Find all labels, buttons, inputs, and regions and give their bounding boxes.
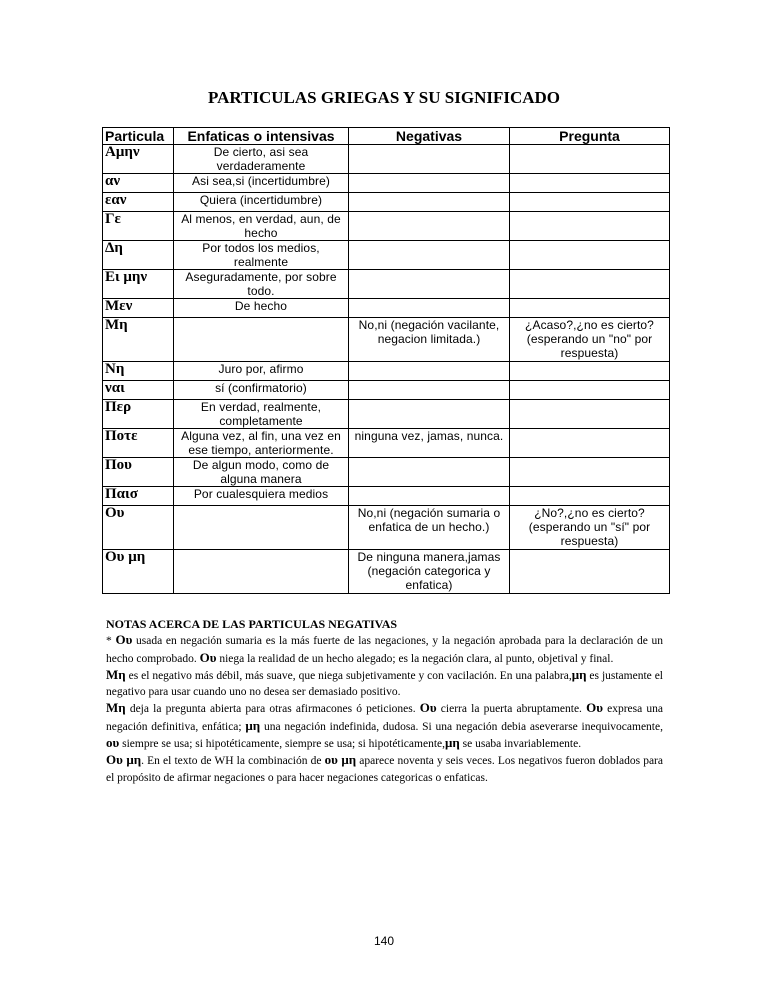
particle-cell: Γε xyxy=(103,212,174,241)
table-row xyxy=(103,212,670,241)
note-paragraph-me xyxy=(106,667,663,701)
pregunta-cell xyxy=(510,299,670,318)
pregunta-cell: ¿No?,¿no es cierto? (esperando un "sí" por respuesta) xyxy=(510,506,670,550)
negativa-cell xyxy=(349,212,510,241)
greek-term: μη xyxy=(445,735,460,751)
particle-cell: Δη xyxy=(103,241,174,270)
enfatica-cell: Por cualesquiera medios xyxy=(174,487,349,506)
negativa-cell xyxy=(349,487,510,506)
particle-cell: Ει μην xyxy=(103,270,174,299)
notes-title: NOTAS ACERCA DE LAS PARTICULAS NEGATIVAS xyxy=(106,617,398,631)
pregunta-cell xyxy=(510,362,670,381)
particle-cell: ναι xyxy=(103,381,174,400)
particle-cell: Ου μη xyxy=(103,550,174,594)
table-row xyxy=(103,193,670,212)
table-row xyxy=(103,174,670,193)
particle-cell: Ποτε xyxy=(103,429,174,458)
table-row xyxy=(103,550,670,594)
enfatica-cell: Juro por, afirmo xyxy=(174,362,349,381)
enfatica-cell: Asi sea,si (incertidumbre) xyxy=(174,174,349,193)
table-row xyxy=(103,458,670,487)
negativa-cell xyxy=(349,193,510,212)
negativa-cell xyxy=(349,400,510,429)
header-particula: Particula xyxy=(103,128,174,145)
pregunta-cell xyxy=(510,212,670,241)
negativa-cell: ninguna vez, jamas, nunca. xyxy=(349,429,510,458)
note-text: se usaba invariablemente. xyxy=(459,738,582,751)
header-pregunta: Pregunta xyxy=(510,128,670,145)
pregunta-cell xyxy=(510,458,670,487)
particle-cell: Μη xyxy=(103,318,174,362)
enfatica-cell: De hecho xyxy=(174,299,349,318)
greek-term: Ου xyxy=(419,700,437,716)
enfatica-cell xyxy=(174,550,349,594)
negativa-cell xyxy=(349,174,510,193)
enfatica-cell: Alguna vez, al fin, una vez en ese tiempo, anteriormente. xyxy=(174,429,349,458)
table-row xyxy=(103,506,670,550)
note-text: cierra la puerta abruptamente. xyxy=(436,703,587,716)
note-text: usada en negación sumaria es la más fuerte de las negaciones, y la negación aprobada para la declaración de un hecho comprobado. xyxy=(106,635,664,665)
enfatica-cell: En verdad, realmente, completamente xyxy=(174,400,349,429)
pregunta-cell xyxy=(510,429,670,458)
pregunta-cell xyxy=(510,550,670,594)
table-row xyxy=(103,270,670,299)
negativa-cell xyxy=(349,270,510,299)
header-negativas: Negativas xyxy=(349,128,510,145)
negativa-cell: No,ni (negación sumaria o enfatica de un hecho.) xyxy=(349,506,510,550)
page-number: 140 xyxy=(373,934,395,948)
table-row xyxy=(103,429,670,458)
greek-term: μη xyxy=(571,666,587,682)
pregunta-cell xyxy=(510,145,670,174)
enfatica-cell xyxy=(174,506,349,550)
greek-term: Ου μη xyxy=(106,752,142,768)
note-text: es justamente el negativo para usar cuando uno no desea ser demasiado positivo. xyxy=(106,669,663,699)
negativa-cell: No,ni (negación vacilante, negacion limitada.) xyxy=(349,318,510,362)
enfatica-cell: Al menos, en verdad, aun, de hecho xyxy=(174,212,349,241)
greek-term: ου μη xyxy=(324,752,357,768)
table-row xyxy=(103,362,670,381)
greek-term: μη xyxy=(245,717,261,733)
greek-term: Ου xyxy=(199,649,217,665)
enfatica-cell: sí (confirmatorio) xyxy=(174,381,349,400)
page-title: PARTICULAS GRIEGAS Y SU SIGNIFICADO xyxy=(207,88,561,107)
particle-cell: εαν xyxy=(103,193,174,212)
particle-cell: Περ xyxy=(103,400,174,429)
pregunta-cell xyxy=(510,241,670,270)
pregunta-cell xyxy=(510,193,670,212)
particle-cell: Νη xyxy=(103,362,174,381)
table-row xyxy=(103,318,670,362)
enfatica-cell xyxy=(174,318,349,362)
negativa-cell: De ninguna manera,jamas (negación categorica y enfatica) xyxy=(349,550,510,594)
table-row xyxy=(103,381,670,400)
negativa-cell xyxy=(349,458,510,487)
particle-cell: Παισ xyxy=(103,487,174,506)
negativa-cell xyxy=(349,381,510,400)
particle-cell: Ου xyxy=(103,506,174,550)
pregunta-cell xyxy=(510,270,670,299)
table-row xyxy=(103,299,670,318)
enfatica-cell: Por todos los medios, realmente xyxy=(174,241,349,270)
negativa-cell xyxy=(349,241,510,270)
negativa-cell xyxy=(349,362,510,381)
note-paragraph-question xyxy=(106,700,663,752)
header-enfaticas: Enfaticas o intensivas xyxy=(174,128,349,145)
notes-section xyxy=(106,616,663,786)
particle-cell: Μεν xyxy=(103,299,174,318)
table-row xyxy=(103,241,670,270)
note-paragraph-ou xyxy=(106,632,663,667)
pregunta-cell: ¿Acaso?,¿no es cierto? (esperando un "no" por respuesta) xyxy=(510,318,670,362)
note-text: siempre se usa; si hipotéticamente, siempre se usa; si hipotéticamente, xyxy=(119,738,445,751)
particle-cell: Αμην xyxy=(103,145,174,174)
note-text: expresa una negación definitiva, enfática; xyxy=(106,703,663,733)
enfatica-cell: De algun modo, como de alguna manera xyxy=(174,458,349,487)
note-text: deja la pregunta abierta para otras afirmacones ó peticiones. xyxy=(125,703,420,716)
greek-term: Μη xyxy=(106,700,126,716)
enfatica-cell: Aseguradamente, por sobre todo. xyxy=(174,270,349,299)
enfatica-cell: Quiera (incertidumbre) xyxy=(174,193,349,212)
note-text: una negación indefinida, dudosa. Si una negación debia aseverarse inequivocamente, xyxy=(260,720,663,733)
pregunta-cell xyxy=(510,381,670,400)
enfatica-cell: De cierto, asi sea verdaderamente xyxy=(174,145,349,174)
greek-term: Ου xyxy=(115,632,133,648)
note-text: niega la realidad de un hecho alegado; es la negación clara, al punto, objetival y final. xyxy=(216,652,614,665)
note-text: * xyxy=(106,635,116,648)
greek-term: ου xyxy=(106,735,120,751)
greek-term: Μη xyxy=(106,666,126,682)
table-row xyxy=(103,400,670,429)
negativa-cell xyxy=(349,145,510,174)
table-row xyxy=(103,145,670,174)
negativa-cell xyxy=(349,299,510,318)
table-row xyxy=(103,487,670,506)
pregunta-cell xyxy=(510,174,670,193)
particle-cell: αν xyxy=(103,174,174,193)
note-text: es el negativo más débil, más suave, que niega subjetivamente y con vacilación. En una palabra, xyxy=(125,669,572,682)
pregunta-cell xyxy=(510,487,670,506)
particle-cell: Που xyxy=(103,458,174,487)
particles-table xyxy=(102,127,670,594)
note-text: aparece noventa y seis veces. Los negativos fueron doblados para el propósito de afirmar negaciones o para hacer negaciones categoricas o enfaticas. xyxy=(106,755,663,784)
pregunta-cell xyxy=(510,400,670,429)
table-header-row xyxy=(103,128,670,145)
note-text: . En el texto de WH la combinación de xyxy=(141,755,325,768)
greek-term: Ου xyxy=(586,700,603,716)
note-paragraph-ou-me xyxy=(106,752,663,786)
